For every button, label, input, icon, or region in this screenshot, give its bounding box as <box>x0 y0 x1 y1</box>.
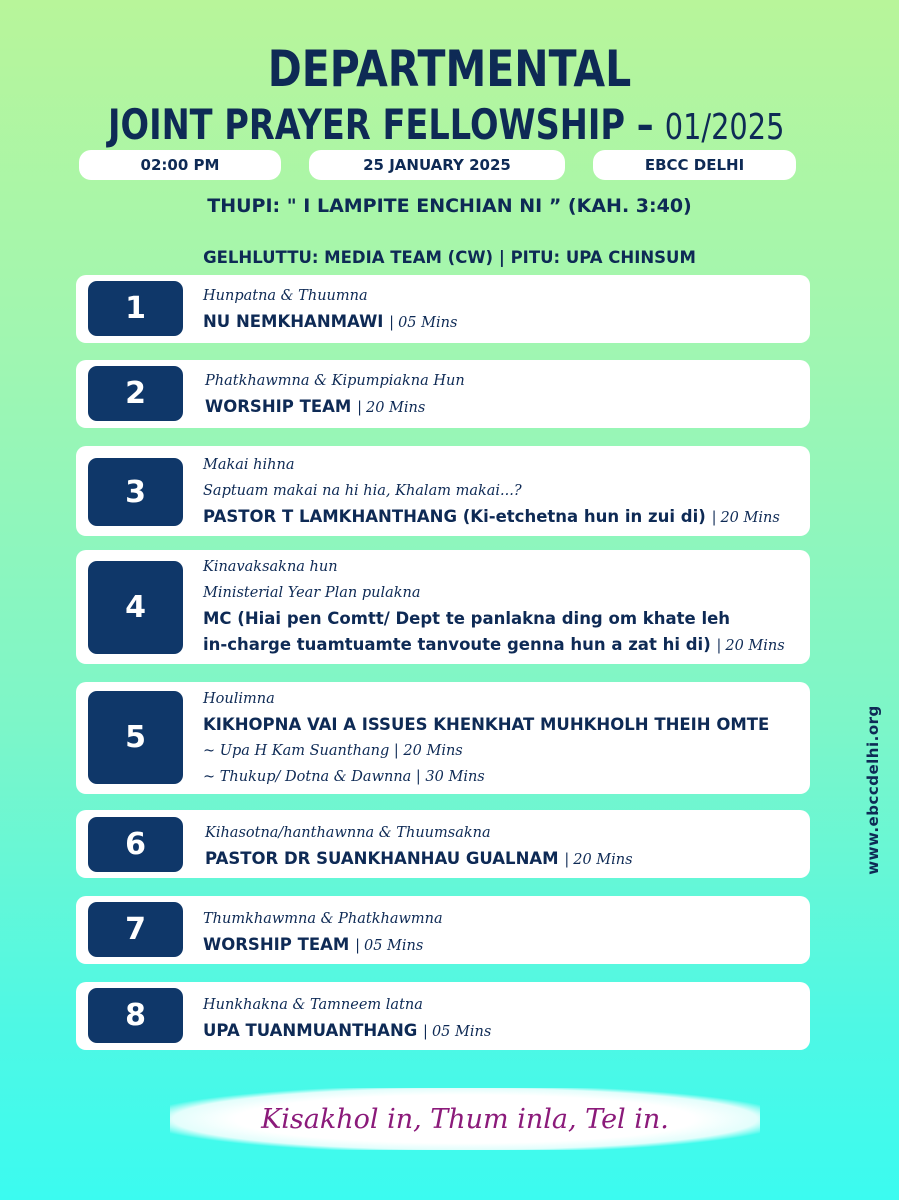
item-subtitle: Kinavaksakna hun <box>203 559 338 575</box>
item-duration: | 05 Mins <box>423 1024 492 1040</box>
item-number-badge: 6 <box>88 817 183 872</box>
item-subtitle-2: Saptuam makai na hi hia, Khalam makai...? <box>203 483 522 499</box>
item-name-text: WORSHIP TEAM <box>203 935 350 954</box>
item-name-text: UPA TUANMUANTHANG <box>203 1021 418 1040</box>
tagline-brush <box>170 1088 760 1150</box>
item-duration: | 20 Mins <box>357 400 426 416</box>
item-subtitle: Hunkhakna & Tamneem latna <box>203 997 423 1013</box>
item-subtitle: Phatkhawmna & Kipumpiakna Hun <box>205 373 465 389</box>
title-joint-prayer-fellowship <box>108 100 784 153</box>
issue-number: 01/2025 <box>664 107 785 148</box>
item-duration: | 05 Mins <box>355 938 424 954</box>
program-item-4 <box>76 550 810 664</box>
item-number-badge: 5 <box>88 691 183 784</box>
item-number-badge: 8 <box>88 988 183 1043</box>
program-item-2 <box>76 360 810 428</box>
item-duration: | 20 Mins <box>716 638 785 654</box>
item-name <box>203 504 802 531</box>
item-subtitle: Makai hihna <box>203 457 295 473</box>
item-duration-a: 20 Mins <box>403 743 463 759</box>
title-line2: JOINT PRAYER FELLOWSHIP – <box>108 100 654 149</box>
program-item-8 <box>76 982 810 1050</box>
item-name <box>203 1018 802 1045</box>
item-name-text: WORSHIP TEAM <box>205 397 352 416</box>
title-departmental: DEPARTMENTAL <box>267 40 632 98</box>
program-item-5 <box>76 682 810 794</box>
venue-pill: EBCC DELHI <box>593 150 796 180</box>
program-item-7 <box>76 896 810 964</box>
item-number-badge: 2 <box>88 366 183 421</box>
item-number-badge: 1 <box>88 281 183 336</box>
item-name <box>203 932 802 959</box>
item-subtitle: Kihasotna/hanthawnna & Thuumsakna <box>205 825 491 841</box>
item-subtitle-2: Ministerial Year Plan pulakna <box>203 585 421 601</box>
item-duration: | 20 Mins <box>711 510 780 526</box>
item-subtitle: Thumkhawmna & Phatkhawmna <box>203 911 443 927</box>
thupi-theme: THUPI: " I LAMPITE ENCHIAN NI ” (KAH. 3:40) <box>207 195 692 217</box>
program-item-1 <box>76 275 810 343</box>
date-pill: 25 JANUARY 2025 <box>309 150 565 180</box>
item-subtitle: Houlimna <box>203 691 275 707</box>
item-sub-a: ~ Upa H Kam Suanthang | 20 Mins <box>203 743 463 759</box>
item-subtitle: Hunpatna & Thuumna <box>203 288 368 304</box>
item-number-badge: 4 <box>88 561 183 654</box>
item-sub-b: ~ Thukup/ Dotna & Dawnna | 30 Mins <box>203 769 485 785</box>
item-name: KIKHOPNA VAI A ISSUES KHENKHAT MUHKHOLH THEIH OMTE <box>203 715 770 734</box>
item-name-text: NU NEMKHANMAWI <box>203 312 384 331</box>
item-number-badge: 7 <box>88 902 183 957</box>
item-name <box>205 394 802 421</box>
item-name-text: PASTOR DR SUANKHANHAU GUALNAM <box>205 849 559 868</box>
program-item-6 <box>76 810 810 878</box>
item-number-badge: 3 <box>88 458 183 526</box>
time-pill: 02:00 PM <box>79 150 281 180</box>
item-name-text: in-charge tuamtuamte tanvoute genna hun a zat hi di) <box>203 635 711 654</box>
tagline: Kisakhol in, Thum inla, Tel in. <box>261 1103 669 1135</box>
item-name-line-2 <box>203 632 802 659</box>
item-duration: | 20 Mins <box>564 852 633 868</box>
item-name <box>203 309 802 336</box>
item-name-line-1: MC (Hiai pen Comtt/ Dept te panlakna ding om khate leh <box>203 609 731 628</box>
item-duration: | 05 Mins <box>389 315 458 331</box>
item-name <box>205 846 802 873</box>
gelhluttu-line: GELHLUTTU: MEDIA TEAM (CW) | PITU: UPA CHINSUM <box>203 248 696 267</box>
program-item-3 <box>76 446 810 536</box>
website-url[interactable]: www.ebccdelhi.org <box>864 705 882 875</box>
item-name-text: PASTOR T LAMKHANTHANG (Ki-etchetna hun in zui di) <box>203 507 706 526</box>
item-duration-b: 30 Mins <box>425 769 485 785</box>
